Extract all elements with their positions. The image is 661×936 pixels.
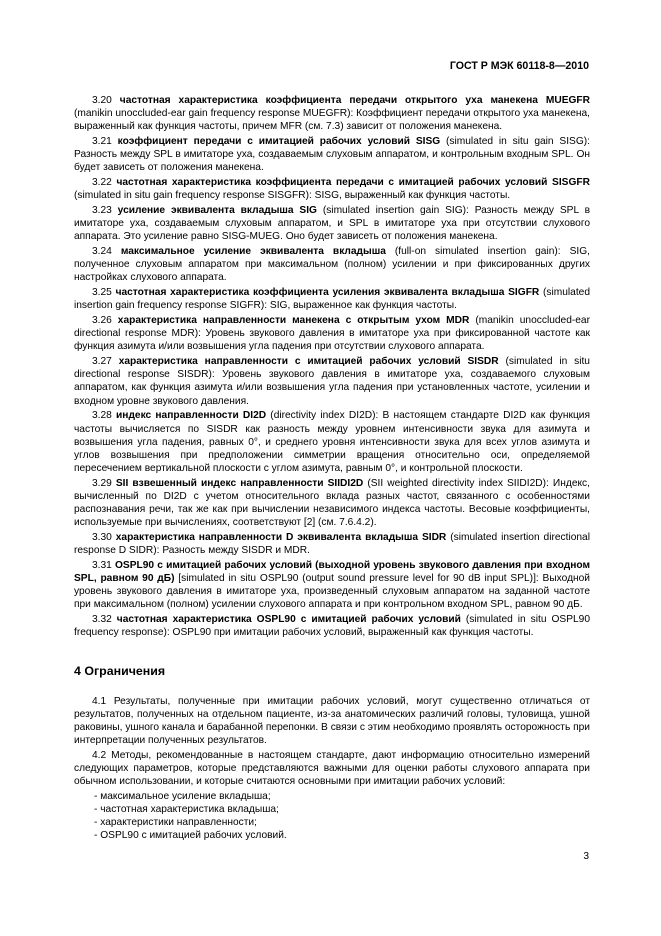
paragraph-number: 4.2 [92, 749, 107, 761]
definition-paragraph [74, 204, 590, 243]
definition-term: усиление эквивалента вкладыша SIG [117, 205, 317, 217]
definition-paragraph [74, 135, 590, 174]
paragraph-number: 3.32 [92, 614, 112, 626]
definition-term: коэффициент передачи с имитацией рабочих условий SISG [117, 136, 441, 148]
paragraph-number: 3.29 [92, 477, 112, 489]
definition-paragraph [74, 286, 590, 312]
paragraph-number: 3.20 [92, 95, 112, 106]
definition-text: (simulated in situ gain frequency response SISGFR): SISG, выраженный как функция частоты. [74, 190, 511, 202]
definition-term: максимальное усиление эквивалента вкладыша [120, 246, 386, 258]
definition-term: характеристика направленности с имитацией рабочих условий SISDR [118, 356, 499, 368]
definitions-list [74, 94, 590, 639]
list-item: - частотная характеристика вкладыша; [94, 803, 279, 815]
paragraph-number: 3.24 [92, 246, 112, 258]
definition-text: (simulated insertion gain SIG): Разность между SPL в имитаторе уха, создаваемым слуховым аппаратом, и SPL в имитаторе уха при отсутствии слухового аппарата. Это усиление равно SISG-MUEG. Оно будет зависеть от положения манекена. [74, 205, 590, 243]
definition-paragraph [74, 559, 590, 612]
paragraph-text: Методы, рекомендованные в настоящем стандарте, дают информацию относительно измерений следующих параметров, которые представляются важными для оценки работы слухового аппарата при обычном использовании, и которые считаются основными при имитации рабочих условий: [74, 749, 590, 788]
paragraph-number: 3.26 [92, 315, 112, 327]
page-number: 3 [583, 851, 589, 862]
paragraph-number: 3.28 [92, 410, 112, 422]
definition-term: частотная характеристика коэффициента передачи с имитацией рабочих условий SISGFR [116, 177, 590, 189]
definition-paragraph [74, 531, 590, 557]
paragraph-number: 3.22 [92, 177, 112, 189]
definition-text: (simulated in situ gain SISG): Разность между SPL в имитаторе уха, создаваемым слуховым аппаратом, и контрольным входным SPL. Он будет зависеть от положения манекена. [74, 136, 590, 174]
definition-term: SII взвешенный индекс направленности SIIDI2D [115, 477, 364, 489]
definition-text: (simulated in situ OSPL90 frequency response): OSPL90 при имитации рабочих условий, выраженный как функция частоты. [74, 614, 590, 639]
paragraph-text: Результаты, полученные при имитации рабочих условий, могут существенно отличаться от результатов, полученных на отдельном пациенте, из-за анатомических различий головы, туловища, ушной раковины, ушного канала и барабанной перепонки. В связи с этим необходимо проявлять осторожность при интерпретации полученных результатов. [74, 695, 590, 746]
document-body [74, 94, 590, 842]
definition-term: частотная характеристика OSPL90 с имитацией рабочих условий [116, 614, 461, 626]
definition-text: [simulated in situ OSPL90 (output sound pressure level for 90 dB input SPL)]: Выходной уровень звукового давления в имитаторе уха, произведенный слуховым аппаратом на заданной частоте при максимальном (полном) усилении слухового аппарата и при контрольном входном SPL, равном 90 дБ. [74, 573, 590, 611]
definition-term: характеристика направленности D эквивалента вкладыша SIDR [115, 531, 447, 543]
definition-paragraph [74, 314, 590, 353]
definition-text: (manikin unoccluded-ear gain frequency response MUEGFR): Коэффициент передачи открытого уха манекена, выраженный как функция частоты, причем MFR (см. 7.3) зависит от положения манекена. [74, 108, 590, 133]
paragraph-number: 3.30 [92, 531, 112, 543]
paragraph-number: 3.27 [92, 356, 112, 368]
paragraph-number: 3.23 [92, 205, 112, 217]
definition-text: (SII weighted directivity index SIIDI2D): Индекс, вычисленный по DI2D с учетом относительного вклада разных частот, связанного с особенностями распознавания речи, так же как при вычислении независимого индекса частоты. Весовые коэффициенты, используемые при вычислениях, соответствуют [2] (см. 7.6.4.2). [74, 477, 590, 529]
definition-paragraph [74, 355, 590, 408]
definition-paragraph [74, 245, 590, 284]
definition-paragraph [74, 477, 590, 530]
paragraph-4-2 [74, 749, 590, 788]
list-item: - OSPL90 с имитацией рабочих условий. [94, 830, 287, 842]
paragraph-number: 3.31 [92, 559, 112, 571]
definition-text: (directivity index DI2D): В настоящем стандарте DI2D как функция частоты вычисляется по SISDR как разность между уровнем интенсивности звука для азимута и возвышения угла падения, равных 0°, и среднего уровня интенсивности звука для всех углов азимута и углов возвышения при предположении симметрии вращения относительно оси, определяемой пересечением вертикальной плоскости с углом азимута, равным 0°, и контрольной плоскости. [74, 410, 591, 474]
definition-text: (full-on simulated insertion gain): SIG, полученное слуховым аппаратом при максимальном (полном) усилении и при фиксированных других настройках слухового аппарата. [74, 246, 591, 284]
definition-paragraph [74, 613, 590, 639]
definition-term: индекс направленности DI2D [116, 410, 267, 422]
parameter-list [74, 790, 590, 843]
definition-paragraph [74, 176, 590, 202]
definition-text: (manikin unoccluded-ear directional response MDR): Уровень звукового давления в имитаторе уха при фиксированной частоте как функция азимута и/или возвышения угла падения при отсутствии слухового аппарата. [74, 315, 590, 353]
paragraph-number: 4.1 [92, 695, 107, 707]
definition-term: OSPL90 с имитацией рабочих условий (выходной уровень звукового давления при входном SPL, равном 90 дБ) [74, 559, 590, 584]
list-item: - максимальное усиление вкладыша; [94, 790, 271, 802]
list-item: - характеристики направленности; [94, 817, 257, 829]
paragraph-number: 3.21 [92, 136, 112, 148]
paragraph-number: 3.25 [92, 287, 112, 299]
section-title: 4 Ограничения [74, 664, 166, 679]
paragraph-4-1 [74, 695, 590, 748]
definition-term: частотная характеристика коэффициента передачи открытого уха манекена MUEGFR [119, 95, 590, 106]
document-header: ГОСТ Р МЭК 60118-8—2010 [449, 60, 589, 72]
definition-paragraph [74, 409, 590, 475]
definition-paragraph [74, 94, 590, 133]
definition-term: характеристика направленности манекена с открытым ухом MDR [117, 315, 470, 327]
definition-text: (simulated insertion gain frequency response SIGFR): SIG, выраженное как функция частоты. [74, 287, 590, 312]
definition-text: (simulated insertion directional response D SIDR): Разность между SISDR и MDR. [74, 531, 590, 557]
definition-term: частотная характеристика коэффициента усиления эквивалента вкладыша SIGFR [115, 287, 540, 299]
definition-text: (simulated in situ directional response SISDR): Уровень звукового давления в имитаторе уха, создаваемого слуховым аппаратом, как функция азимута и/или возвышения угла падения при установленных частоте, усилении и входном уровне звукового давления. [74, 356, 590, 407]
